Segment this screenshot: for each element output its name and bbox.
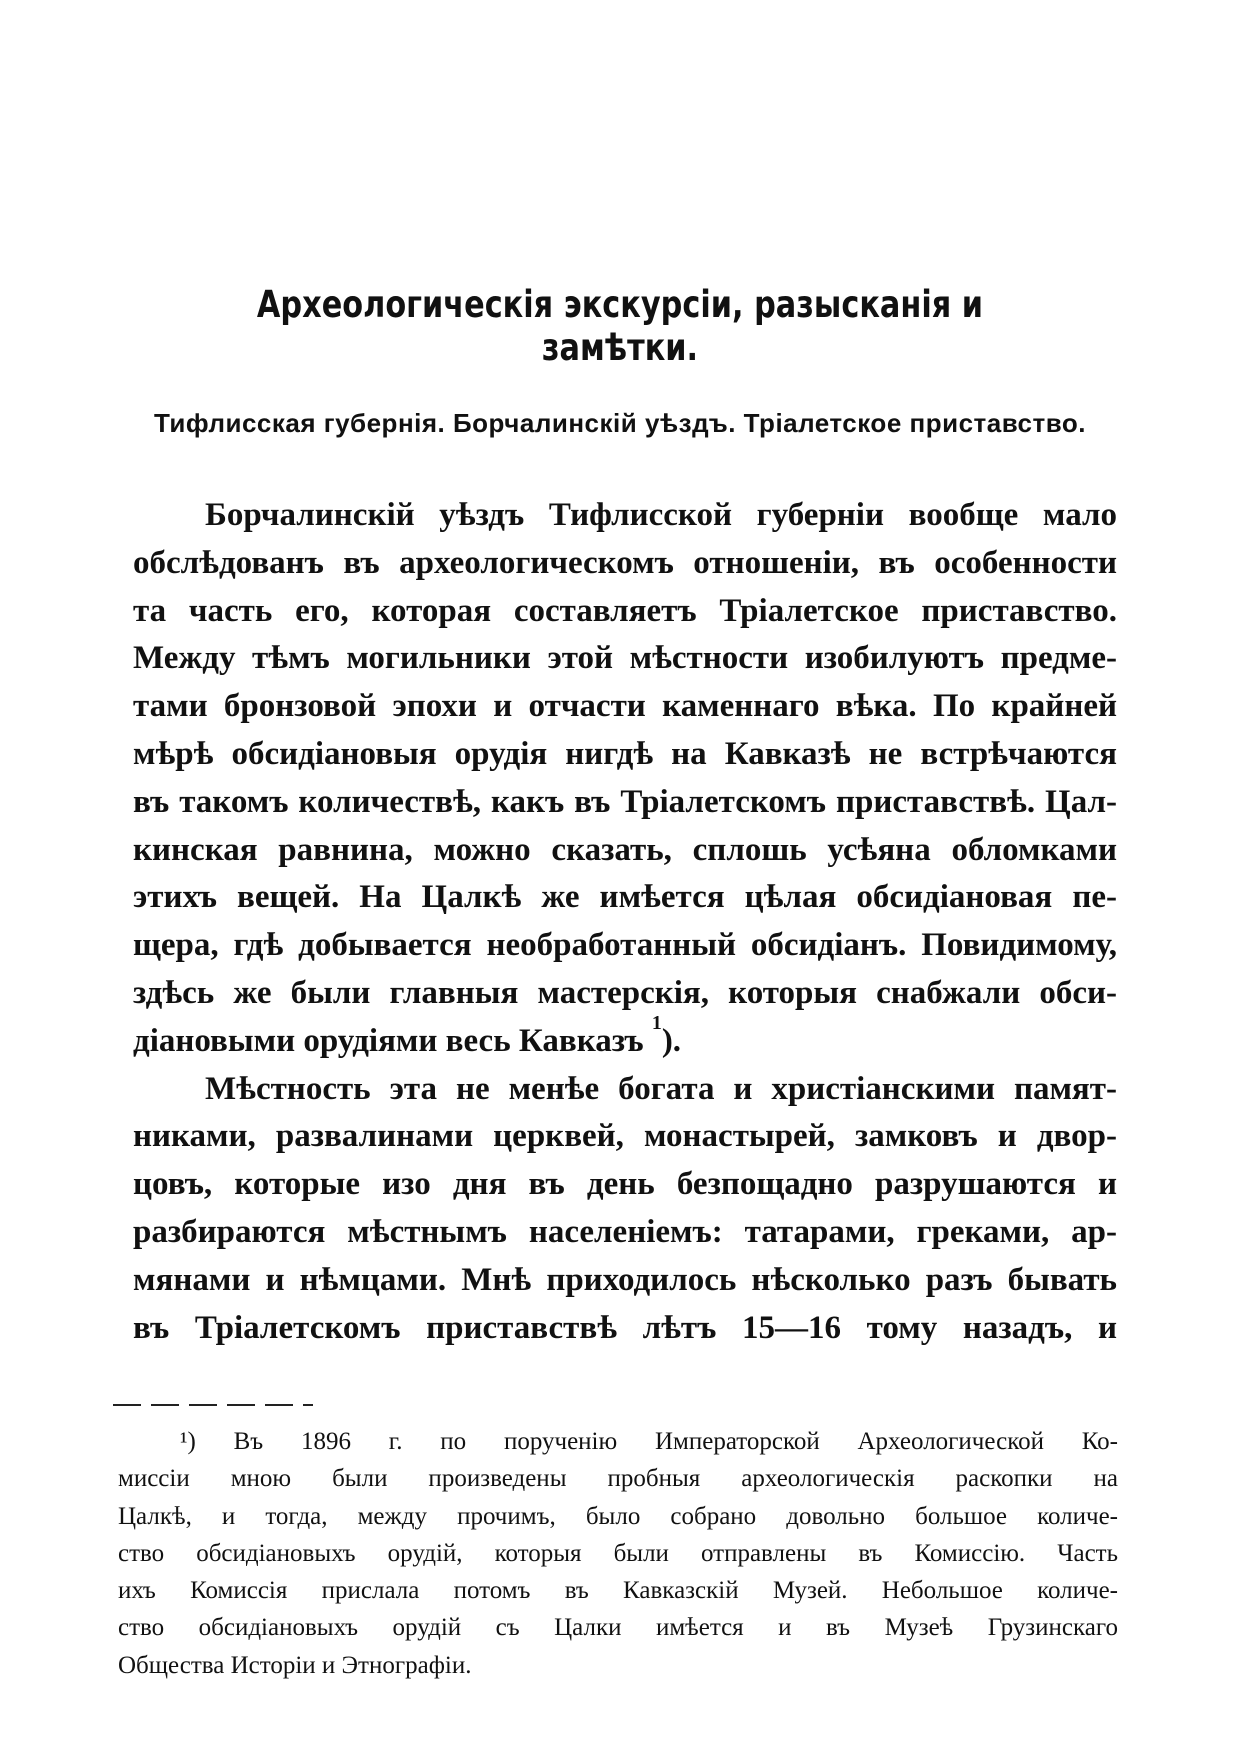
body-line: мянами и нѣмцами. Мнѣ приходилось нѣсколько разъ бывать xyxy=(133,1261,1117,1298)
footnote-line xyxy=(118,1423,1118,1460)
body-line: никами, развалинами церквей, монастырей, замковъ и двор- xyxy=(133,1118,1117,1155)
body-line: цовъ, которые изо дня въ день безпощадно разрушаются и xyxy=(133,1166,1117,1203)
body-line: кинская равнина, можно сказать, сплошь усѣяна обломками xyxy=(133,831,1117,868)
body-line: Мѣстность эта не менѣе богата и христіанскими памят- xyxy=(205,1070,1117,1107)
body-line: въ такомъ количествѣ, какъ въ Тріалетскомъ приставствѣ. Цал- xyxy=(133,783,1117,820)
footnote-marker: ¹) xyxy=(180,1428,196,1455)
body-line: разбираются мѣстнымъ населеніемъ: татарами, греками, ар- xyxy=(133,1213,1117,1250)
body-line: мѣрѣ обсидіановыя орудія нигдѣ на Кавказѣ не встрѣчаются xyxy=(133,735,1117,772)
footnote-line: ство обсидіановыхъ орудій, которыя были отправлены въ Комиссію. Часть xyxy=(118,1539,1118,1567)
body-line: та часть его, которая составляетъ Тріалетское приставство. xyxy=(133,592,1117,629)
body-line: Между тѣмъ могильники этой мѣстности изобилуютъ предме- xyxy=(133,640,1117,677)
body-text xyxy=(133,492,1117,1352)
page-subtitle: Тифлисская губернія. Борчалинскій уѣздъ. Тріалетское приставство. xyxy=(153,408,1086,438)
body-line: въ Тріалетскомъ приставствѣ лѣтъ 15—16 тому назадъ, и xyxy=(133,1309,1117,1346)
footnote-reference-close: ). xyxy=(661,1022,682,1059)
footnote xyxy=(118,1423,1118,1684)
page-title: Археологическія экскурсіи, разысканія и замѣтки. xyxy=(256,283,984,369)
body-line-text: діановыми орудіями весь Кавказъ xyxy=(133,1022,644,1059)
footnote-line: миссіи мною были произведены пробныя археологическія раскопки на xyxy=(118,1465,1118,1493)
body-line: здѣсь же были главныя мастерскія, которыя снабжали обси- xyxy=(133,974,1117,1011)
body-line: обслѣдованъ въ археологическомъ отношеніи, въ особенности xyxy=(133,544,1117,581)
footnote-reference: 1 xyxy=(651,1011,662,1034)
footnote-line: Общества Исторіи и Этнографіи. xyxy=(118,1651,472,1679)
body-line: щера, гдѣ добывается необработанный обсидіанъ. Повидимому, xyxy=(133,927,1117,964)
body-line-with-footnote-ref xyxy=(133,1011,1117,1066)
footnote-line: ство обсидіановыхъ орудій съ Цалки имѣется и въ Музеѣ Грузинскаго xyxy=(118,1614,1118,1642)
footnote-separator xyxy=(113,1404,313,1406)
body-line: Борчалинскій уѣздъ Тифлисской губерніи вообще мало xyxy=(205,497,1117,533)
footnote-line: ихъ Комиссія прислала потомъ въ Кавказскій Музей. Небольшое количе- xyxy=(118,1577,1118,1605)
body-line: тами бронзовой эпохи и отчасти каменнаго вѣка. По крайней xyxy=(133,688,1117,725)
body-line: этихъ вещей. На Цалкѣ же имѣется цѣлая обсидіановая пе- xyxy=(133,879,1117,916)
footnote-line: Цалкѣ, и тогда, между прочимъ, было собрано довольно большое количе- xyxy=(118,1502,1118,1530)
footnote-line-text: Въ 1896 г. по порученію Императорской Археологической Ко- xyxy=(233,1428,1118,1455)
